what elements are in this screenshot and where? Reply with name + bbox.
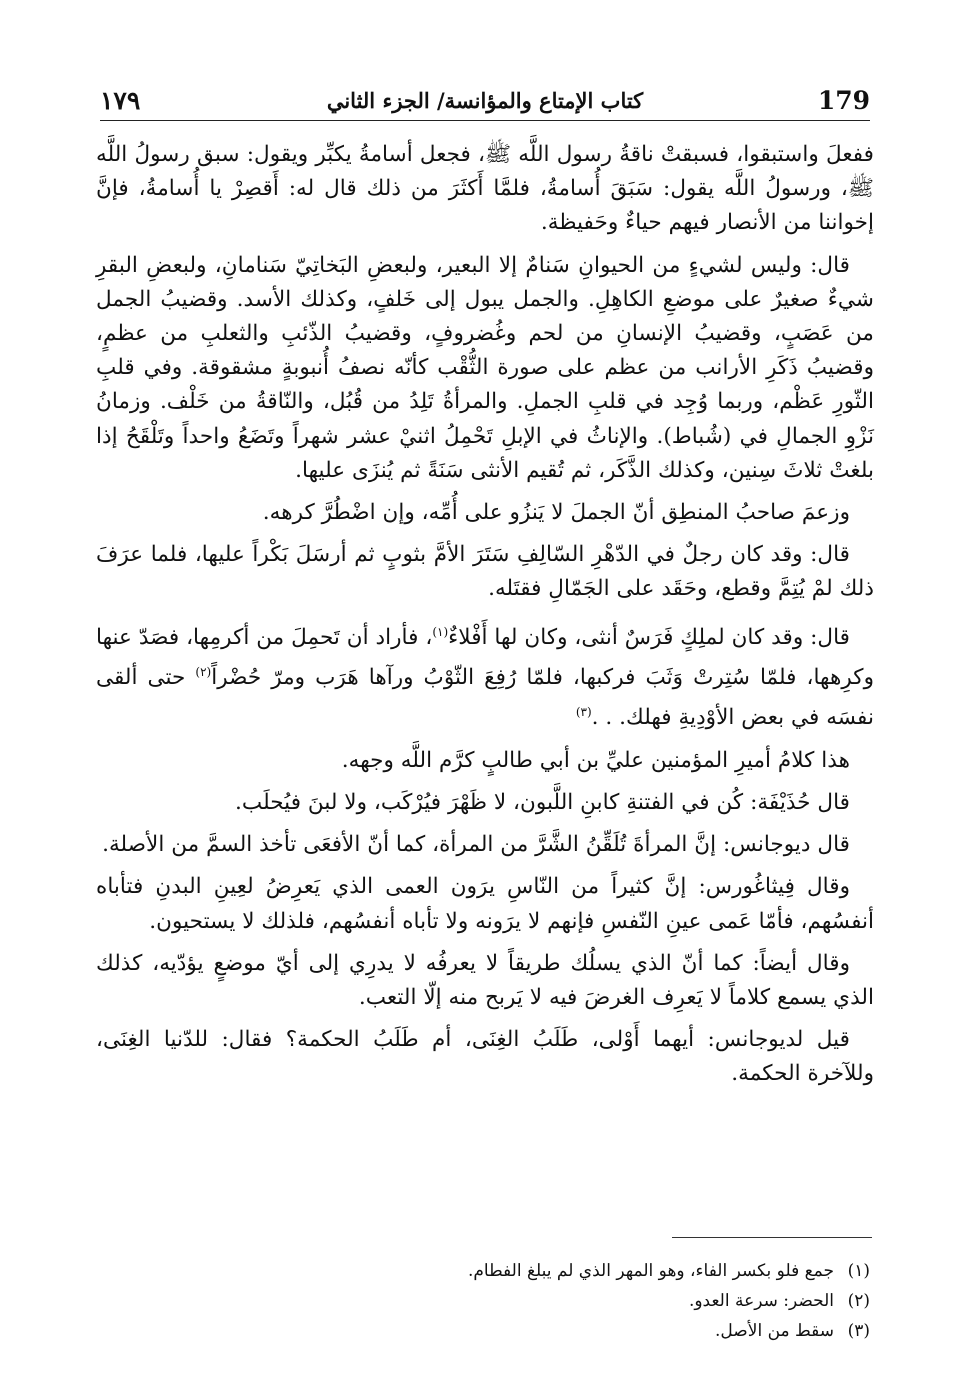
footnote-divider (672, 1237, 872, 1238)
paragraph: قال حُذَيْفَة: كُن في الفتنةِ كابنِ اللَّبون، لا ظَهْرَ فيُرْكَب، ولا لبنَ فيُحلَب. (235, 790, 850, 816)
running-title: كتاب الإمتاع والمؤانسة/ الجزء الثاني (326, 88, 644, 113)
footnotes (300, 1256, 870, 1346)
paragraph: قال: وليس لشيءٍ من الحيوانِ سَنامٌ إلا البعير، ولبعضِ البَخاتِيّ سَنامانِ، ولبعضِ البقرِ شيءٌ صغيرٌ على موضعِ الكاهِلِ. والجمل يبول إلى خَلفٍ، وكذلك الأسد. وقضيبُ الجمل من عَصَبٍ، وقضيبُ الإنسانِ من لحم وغُضروفٍ، وقضيبُ الذّئبِ والثعلبِ من عظمٍ، وقضيبُ ذَكَرِ الأرانب من عظم على صورة الثُّقْب كأنّه نصفُ أُنبوبةٍ مشقوقة. وفي قلبِ الثّورِ عَظْم، وربما وُجِد في قلبِ الجملِ. والمرأةُ تَلِدُ من قُبُل، والنّاقةُ من خَلْف. وزمانُ نَزْوِ الجمالِ في (شُباط). والإناثُ في الإبلِ تَحْمِلُ اثنيْ عشر شهراً وتَضَعُ واحداً وتَلْقَحُ إذا بلغتْ ثلاثَ سِنين، وكذلك الذَّكَر، ثم تُقيم الأنثى سَنَةً ثم يُنزَى عليها. (96, 252, 874, 483)
footnote-ref: (٢) (195, 665, 212, 680)
running-header (100, 80, 870, 121)
paragraph: وزعمَ صاحبُ المنطِق أنّ الجملَ لا يَنزُو على أُمِّه، وإن اضْطُرَّ كرهه. (262, 500, 850, 526)
footnote-text: جمع فلو بكسر الفاء، وهو المهر الذي لم يبلغ الفطام. (467, 1261, 834, 1281)
paragraph: وقال أيضاً: كما أنّ الذي يسلُك طريقاً لا يعرفُه لا يدرِي إلى أيّ موضعٍ يؤدّيه، كذلك الذي يسمع كلاماً لا يَعرِف الغرضَ فيه لا يَربح منه إلّا التعب. (96, 950, 874, 1011)
paragraph-segment: ، فأراد أن تَحمِلَ من أكرمِها، فصَدّ عنها وكرِهها، فلمّا سُتِرتْ وَثَبَ فركبها، فلمّا رُفِعَ الثّوْبُ ورآها هَرَب ومرّ حُضْراً (96, 624, 874, 691)
footnote (300, 1316, 870, 1346)
footnote (300, 1256, 870, 1286)
footnote-mark: (٣) (847, 1321, 870, 1341)
paragraph: قيل لديوجانس: أيهما أَوْلى، طَلَبُ الغِنَى، أم طَلَبُ الحكمة؟ فقال: للدّنيا الغِنَى، وللآخرة الحكمة. (96, 1027, 874, 1087)
paragraph-with-footnotes (96, 615, 874, 736)
footnote-text: الحضر: سرعة العدو. (688, 1291, 834, 1311)
footnote (300, 1286, 870, 1316)
footnote-mark: (٢) (847, 1291, 870, 1311)
paragraph: قال ديوجانس: إنَّ المرأةَ تُلَقِّنُ الشَّرَّ من المرأة، كما أنّ الأفعَى تأخذ السمَّ من الأصلة. (102, 832, 850, 858)
footnote-mark: (١) (847, 1261, 870, 1281)
paragraph: هذا كلامُ أميرِ المؤمنين عليِّ بن أبي طالبٍ كرَّم اللَّه وجهه. (341, 747, 850, 773)
page-number-arabic: ١٧٩ (100, 86, 141, 115)
paragraph-segment: قال: وقد كان لملِكٍ فَرَسٌ أنثى، وكان لها أَفْلاءٌ (448, 624, 850, 650)
footnote-ref: (٣) (575, 705, 592, 720)
footnote-ref: (١) (432, 624, 449, 639)
paragraph-segment: حتى ألقى نفسَه في بعض الأوْدِيةِ فهلك. . . (96, 665, 874, 731)
paragraph: ففعلَ واستبقوا، فسبقتْ ناقةُ رسول اللَّه ﷺ، فجعل أسامةُ يكبِّر ويقول: سبق رسولُ اللَّه ﷺ، ورسولُ اللَّه يقول: سَبَقَ أُسامةُ، فلمَّا أَكثَرَ من ذلك قال له: أَقصِرْ يا أُسامةُ، فإنَّ إخواننا من الأنصار فيهم حياءٌ وحَفيظة. (96, 142, 874, 236)
page-number-latin: 179 (817, 86, 870, 115)
paragraph: قال: وقد كان رجلٌ في الدّهْرِ السّالِفِ سَتَرَ الأمَّ بثوبٍ ثم أرسَلَ بَكْراً عليها، فلما عرَفَ ذلك لمْ يُتِمَّ وقطع، وحَقَد على الجَمّالِ فقتَله. (96, 542, 874, 602)
footnote-text: سقط من الأصل. (715, 1321, 834, 1341)
main-text (96, 138, 874, 1100)
paragraph: وقال فِيثاغُورس: إنَّ كثيراً من النّاسِ يرَون العمى الذي يَعرِضُ لعِينِ البدنِ فتأباه أنفسُهم، فأمّا عَمى عينِ النّفسِ فإنهم لا يرَونه ولا تأباه أنفسُهم، فلذلك لا يستحيون. (96, 874, 874, 934)
